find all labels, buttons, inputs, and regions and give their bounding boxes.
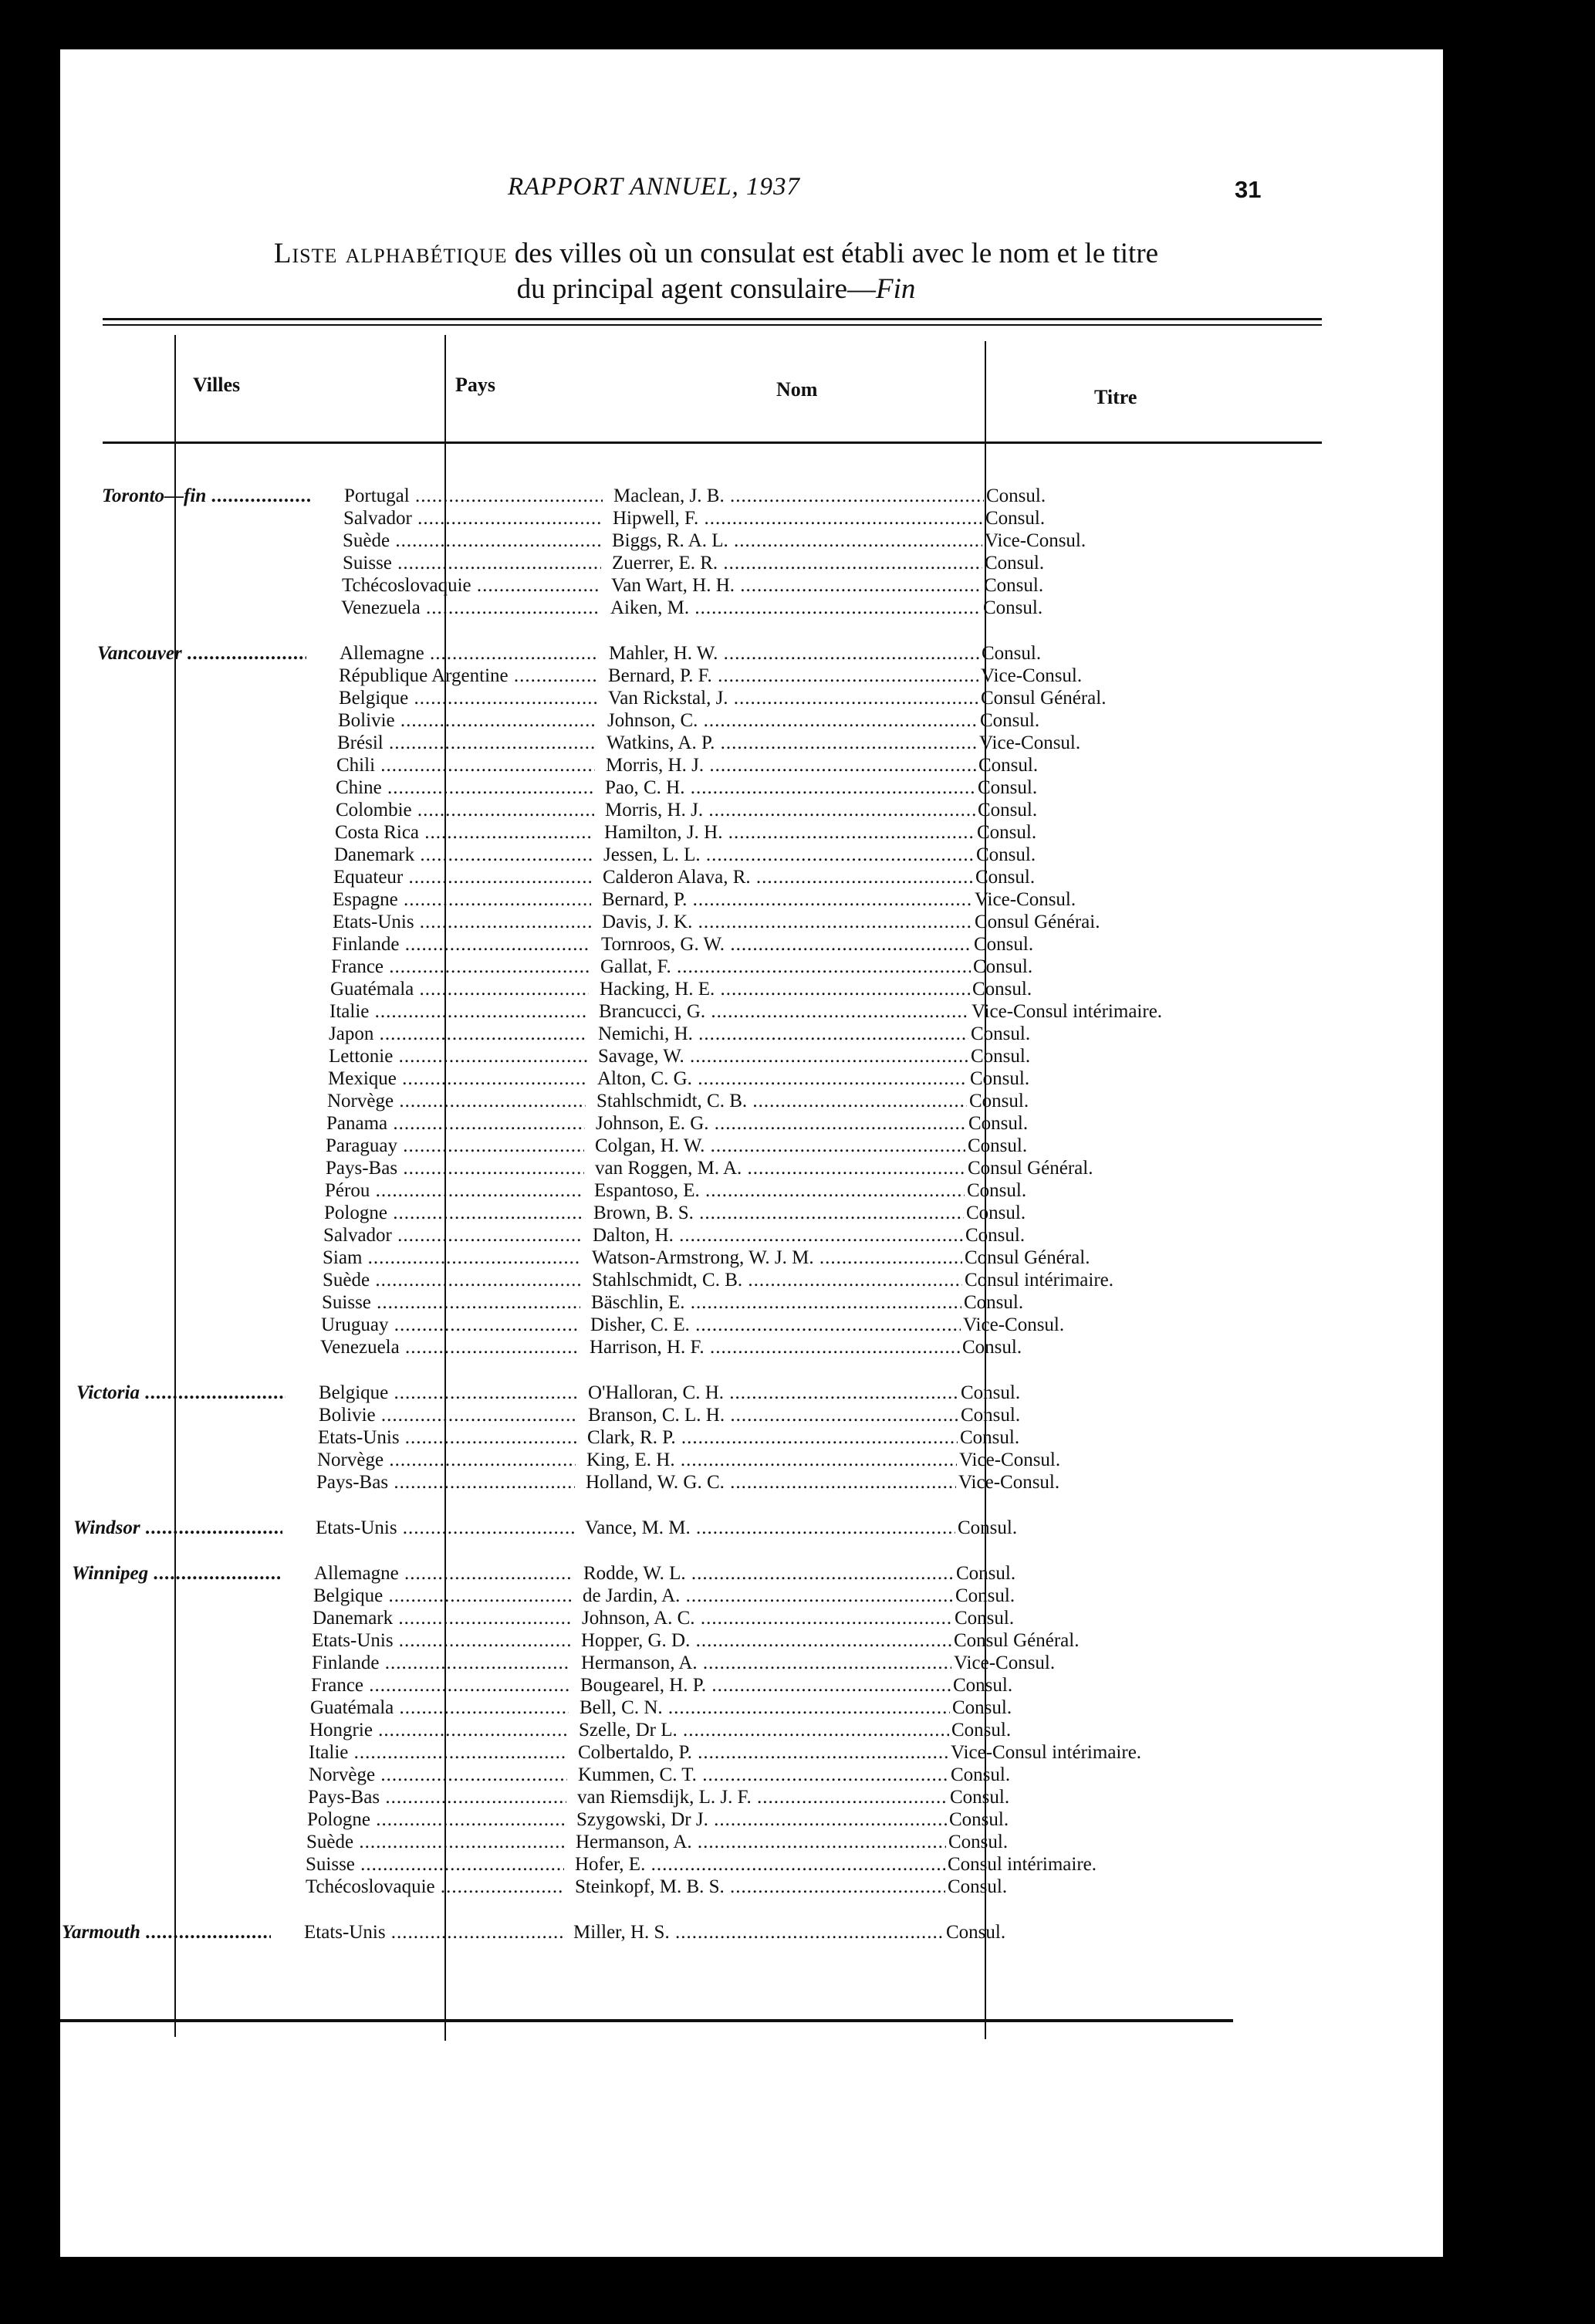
- cell-titre: Consul.: [977, 822, 1037, 843]
- cell-nom: Holland, W. G. C. .....: [586, 1471, 956, 1494]
- table-row: [60, 911, 1443, 933]
- cell-nom: King, E. H. .....: [586, 1449, 957, 1471]
- cell-pays: Belgique .....: [339, 687, 597, 709]
- cell-titre: Consul.: [951, 1764, 1011, 1785]
- cell-nom: Harrison, H. F. .....: [590, 1336, 960, 1358]
- cell-titre: Vice-Consul.: [979, 732, 1081, 753]
- cell-pays: Etats-Unis .....: [304, 1921, 563, 1943]
- bottom-rule: [60, 2019, 1233, 2022]
- table-row: [60, 1090, 1443, 1112]
- running-title: RAPPORT ANNUEL, 1937: [508, 173, 801, 201]
- top-rule-2: [103, 324, 1322, 326]
- cell-nom: de Jardin, A. .....: [583, 1585, 953, 1607]
- cell-titre: Consul.: [968, 1113, 1029, 1134]
- cell-pays: Guatémala .....: [310, 1696, 569, 1719]
- cell-nom: Dalton, H. .....: [593, 1224, 963, 1247]
- cell-titre: Consul.: [982, 643, 1042, 664]
- column-header-nom: Nom: [776, 378, 818, 401]
- table-row: [60, 956, 1443, 978]
- cell-titre: Consul.: [953, 1675, 1013, 1696]
- cell-nom: Szelle, Dr L. .....: [579, 1719, 949, 1741]
- cell-pays: Italie .....: [329, 1000, 588, 1023]
- cell-titre: Vice-Consul.: [959, 1450, 1061, 1470]
- cell-nom: Bougearel, H. P. .....: [580, 1674, 951, 1696]
- cell-nom: Disher, C. E. .....: [590, 1314, 961, 1336]
- table-row: [60, 1696, 1443, 1719]
- cell-nom: Branson, C. L. H. .....: [588, 1404, 958, 1426]
- cell-nom: van Roggen, M. A. .....: [595, 1157, 965, 1179]
- cell-nom: Colgan, H. W. .....: [595, 1135, 965, 1157]
- table-row: [60, 1471, 1443, 1494]
- table-row: [60, 1202, 1443, 1224]
- cell-titre: Consul.: [950, 1787, 1010, 1808]
- table-row: [60, 1157, 1443, 1179]
- cell-pays: Finlande .....: [312, 1652, 570, 1674]
- cell-pays: Pologne .....: [307, 1808, 566, 1831]
- cell-pays: Bolivie .....: [338, 709, 596, 732]
- cell-titre: Consul.: [967, 1180, 1027, 1201]
- table-row: [60, 821, 1443, 844]
- table-row: [60, 1426, 1443, 1449]
- cell-nom: Morris, H. J. .....: [606, 754, 976, 776]
- cell-nom: Gallat, F. .....: [600, 956, 971, 978]
- table-row: [60, 1135, 1443, 1157]
- table-row: [60, 1562, 1443, 1585]
- cell-nom: Bäschlin, E. .....: [591, 1291, 961, 1314]
- cell-nom: Stahlschmidt, C. B. .....: [592, 1269, 962, 1291]
- cell-pays: Bolivie .....: [319, 1404, 577, 1426]
- cell-titre: Consul.: [978, 755, 1039, 776]
- table-row: [60, 1023, 1443, 1045]
- cell-pays: Suède .....: [323, 1269, 581, 1291]
- cell-titre: Vice-Consul.: [958, 1472, 1060, 1493]
- cell-pays: Italie .....: [309, 1741, 567, 1764]
- cell-titre: Consul.: [956, 1563, 1016, 1584]
- cell-pays: Suisse .....: [322, 1291, 580, 1314]
- cell-pays: Belgique .....: [313, 1585, 572, 1607]
- cell-nom: Rodde, W. L. .....: [583, 1562, 954, 1585]
- cell-pays: Espagne .....: [333, 888, 591, 911]
- table-row: [60, 754, 1443, 776]
- cell-titre: Consul Général.: [981, 688, 1107, 709]
- cell-titre: Consul.: [985, 553, 1045, 573]
- cell-nom: Johnson, E. G. .....: [596, 1112, 966, 1135]
- cell-pays: Equateur .....: [333, 866, 592, 888]
- cell-city: Vancouver .....: [97, 642, 306, 665]
- cell-titre: Consul.: [949, 1809, 1009, 1830]
- cell-titre: Consul.: [961, 1405, 1021, 1426]
- table-row: [60, 1269, 1443, 1291]
- cell-titre: Consul.: [960, 1427, 1020, 1448]
- cell-pays: Costa Rica .....: [335, 821, 593, 844]
- cell-titre: Consul.: [946, 1922, 1006, 1943]
- page-header: [60, 173, 1443, 219]
- table-row: [60, 978, 1443, 1000]
- cell-nom: van Riemsdijk, L. J. F. .....: [577, 1786, 948, 1808]
- cell-pays: Paraguay .....: [326, 1135, 584, 1157]
- cell-pays: Portugal .....: [344, 485, 603, 507]
- cell-titre: Consul.: [964, 1292, 1024, 1313]
- cell-nom: Mahler, H. W. .....: [609, 642, 979, 665]
- cell-nom: Pao, C. H. .....: [605, 776, 975, 799]
- table-row: [60, 1291, 1443, 1314]
- cell-nom: O'Halloran, C. H. .....: [588, 1382, 958, 1404]
- cell-pays: Chine .....: [336, 776, 594, 799]
- cell-pays: Suisse .....: [343, 552, 601, 574]
- cell-nom: Hacking, H. E. .....: [600, 978, 970, 1000]
- title-lead: Liste alphabétique: [273, 238, 508, 269]
- cell-titre: Consul intérimaire.: [965, 1270, 1114, 1291]
- cell-titre: Consul Général.: [968, 1158, 1093, 1179]
- cell-pays: Guatémala .....: [330, 978, 589, 1000]
- cell-nom: Bell, C. N. .....: [580, 1696, 950, 1719]
- cell-nom: Clark, R. P. .....: [587, 1426, 958, 1449]
- cell-nom: Hermanson, A. .....: [581, 1652, 951, 1674]
- cell-pays: Etats-Unis .....: [312, 1629, 570, 1652]
- table-row: [60, 529, 1443, 552]
- cell-nom: Alton, C. G. .....: [597, 1067, 968, 1090]
- table-row: [60, 1224, 1443, 1247]
- cell-nom: Stahlschmidt, C. B. .....: [596, 1090, 967, 1112]
- cell-nom: Bernard, P. .....: [602, 888, 972, 911]
- table-row: [60, 1000, 1443, 1023]
- page-number: 31: [1235, 176, 1262, 203]
- column-header-pays: Pays: [455, 374, 495, 396]
- cell-titre: Consul.: [972, 979, 1032, 1000]
- table-row: [60, 1404, 1443, 1426]
- cell-titre: Vice-Consul.: [954, 1653, 1056, 1673]
- cell-nom: Colbertaldo, P. .....: [578, 1741, 948, 1764]
- table-row: [60, 1921, 1443, 1943]
- cell-titre: Vice-Consul.: [985, 530, 1086, 551]
- cell-pays: Norvège .....: [309, 1764, 567, 1786]
- table-row: [60, 1314, 1443, 1336]
- cell-pays: Pays-Bas .....: [308, 1786, 566, 1808]
- cell-pays: Suisse .....: [306, 1853, 564, 1876]
- cell-titre: Consul.: [973, 956, 1033, 977]
- cell-titre: Consul.: [970, 1068, 1030, 1089]
- table-row: [60, 1764, 1443, 1786]
- table-row: [60, 642, 1443, 665]
- cell-pays: Etats-Unis .....: [316, 1517, 574, 1539]
- cell-titre: Consul.: [948, 1876, 1008, 1897]
- cell-titre: Consul.: [975, 867, 1036, 888]
- table-row: [60, 1652, 1443, 1674]
- cell-pays: Mexique .....: [328, 1067, 586, 1090]
- cell-pays: Danemark .....: [313, 1607, 571, 1629]
- cell-titre: Consul.: [980, 710, 1040, 731]
- header-rule: [103, 441, 1322, 444]
- cell-titre: Vice-Consul.: [963, 1314, 1065, 1335]
- table-row: [60, 1607, 1443, 1629]
- cell-titre: Consul.: [978, 800, 1038, 820]
- table-row: [60, 485, 1443, 507]
- cell-nom: Kummen, C. T. .....: [578, 1764, 948, 1786]
- cell-titre: Consul.: [986, 485, 1046, 506]
- cell-city: Windsor .....: [73, 1517, 282, 1539]
- cell-titre: Consul.: [985, 508, 1046, 529]
- table-row: [60, 1067, 1443, 1090]
- cell-pays: Venezuela .....: [341, 597, 600, 619]
- cell-pays: Tchécoslovaquie .....: [342, 574, 600, 597]
- title-line-2-text: du principal agent consulaire—: [516, 273, 877, 305]
- cell-nom: Jessen, L. L. .....: [603, 844, 974, 866]
- cell-nom: Johnson, A. C. .....: [582, 1607, 952, 1629]
- cell-nom: Szygowski, Dr J. .....: [576, 1808, 947, 1831]
- cell-titre: Consul.: [983, 597, 1043, 618]
- cell-nom: Steinkopf, M. B. S. .....: [575, 1876, 945, 1898]
- cell-nom: Aiken, M. .....: [610, 597, 981, 619]
- table-row: [60, 1876, 1443, 1898]
- table-row: [60, 1585, 1443, 1607]
- cell-city: Toronto—fin .....: [102, 485, 311, 507]
- table-row: [60, 799, 1443, 821]
- cell-nom: Biggs, R. A. L. .....: [612, 529, 982, 552]
- table-row: [60, 1112, 1443, 1135]
- cell-titre: Consul.: [965, 1225, 1026, 1246]
- cell-titre: Consul.: [955, 1585, 1015, 1606]
- table-row: [60, 1831, 1443, 1853]
- cell-titre: Consul.: [955, 1608, 1015, 1629]
- cell-nom: Bernard, P. F. .....: [608, 665, 978, 687]
- title-line-2: [91, 272, 1341, 307]
- table-row: [60, 552, 1443, 574]
- cell-nom: Johnson, C. .....: [607, 709, 978, 732]
- cell-pays: Lettonie .....: [329, 1045, 587, 1067]
- cell-pays: Norvège .....: [317, 1449, 576, 1471]
- cell-titre: Consul.: [976, 844, 1036, 865]
- cell-city: Victoria .....: [76, 1382, 286, 1404]
- cell-pays: France .....: [331, 956, 590, 978]
- table-row: [60, 776, 1443, 799]
- cell-titre: Consul.: [952, 1697, 1012, 1718]
- table-row: [60, 1517, 1443, 1539]
- table-row: [60, 709, 1443, 732]
- cell-titre: Consul.: [974, 934, 1034, 955]
- cell-titre: Consul intérimaire.: [948, 1854, 1097, 1875]
- cell-nom: Calderon Alava, R. .....: [603, 866, 973, 888]
- cell-pays: Venezuela .....: [320, 1336, 579, 1358]
- table-row: [60, 1808, 1443, 1831]
- cell-nom: Davis, J. K. .....: [602, 911, 972, 933]
- cell-pays: Etats-Unis .....: [318, 1426, 576, 1449]
- cell-titre: Consul.: [948, 1832, 1009, 1852]
- table-row: [60, 1629, 1443, 1652]
- table-row: [60, 1853, 1443, 1876]
- cell-nom: Hofer, E. .....: [575, 1853, 945, 1876]
- cell-nom: Maclean, J. B. .....: [613, 485, 984, 507]
- cell-pays: Norvège .....: [327, 1090, 586, 1112]
- cell-pays: Pays-Bas .....: [316, 1471, 575, 1494]
- cell-pays: Finlande .....: [332, 933, 590, 956]
- cell-titre: Consul.: [969, 1091, 1029, 1111]
- cell-titre: Vice-Consul intérimaire.: [972, 1001, 1163, 1022]
- table-row: [60, 1449, 1443, 1471]
- table-row: [60, 1786, 1443, 1808]
- title-line-1: [91, 236, 1341, 272]
- cell-nom: Savage, W. .....: [598, 1045, 968, 1067]
- cell-titre: Vice-Consul intérimaire.: [951, 1742, 1142, 1763]
- table-row: [60, 933, 1443, 956]
- table-row: [60, 888, 1443, 911]
- cell-nom: Miller, H. S. .....: [573, 1921, 944, 1943]
- cell-nom: Tornroos, G. W. .....: [601, 933, 972, 956]
- column-header-titre: Titre: [1094, 386, 1137, 408]
- cell-pays: Uruguay .....: [321, 1314, 580, 1336]
- cell-titre: Consul.: [951, 1720, 1012, 1740]
- cell-nom: Morris, H. J. .....: [605, 799, 975, 821]
- cell-nom: Zuerrer, E. R. .....: [612, 552, 982, 574]
- cell-nom: Espantoso, E. .....: [594, 1179, 965, 1202]
- cell-pays: Siam .....: [323, 1247, 581, 1269]
- column-header-villes: Villes: [193, 374, 241, 396]
- title-line-1-rest: des villes où un consulat est établi avec le nom et le titre: [514, 238, 1159, 269]
- cell-pays: Hongrie .....: [309, 1719, 568, 1741]
- cell-titre: Vice-Consul.: [981, 665, 1083, 686]
- table-row: [60, 866, 1443, 888]
- cell-city: Winnipeg .....: [72, 1562, 281, 1585]
- cell-pays: Belgique .....: [319, 1382, 577, 1404]
- cell-nom: Vance, M. M. .....: [585, 1517, 955, 1539]
- cell-pays: Danemark .....: [334, 844, 593, 866]
- cell-nom: Brown, B. S. .....: [593, 1202, 964, 1224]
- table-row: [60, 574, 1443, 597]
- cell-pays: Colombie .....: [336, 799, 594, 821]
- cell-nom: Hopper, G. D. .....: [581, 1629, 951, 1652]
- cell-titre: Consul.: [961, 1382, 1021, 1403]
- cell-pays: République Argentine .....: [339, 665, 597, 687]
- cell-nom: Brancucci, G. .....: [599, 1000, 969, 1023]
- table-title: [91, 236, 1341, 307]
- table-row: [60, 1382, 1443, 1404]
- table-row: [60, 1045, 1443, 1067]
- cell-pays: Brésil .....: [337, 732, 596, 754]
- table-row: [60, 732, 1443, 754]
- cell-nom: Hamilton, J. H. .....: [604, 821, 975, 844]
- cell-nom: Van Rickstal, J. .....: [608, 687, 978, 709]
- table-row: [60, 1674, 1443, 1696]
- table-row: [60, 1336, 1443, 1358]
- cell-titre: Consul.: [971, 1046, 1031, 1067]
- table-row: [60, 507, 1443, 529]
- table-row: [60, 597, 1443, 619]
- table-row: [60, 1719, 1443, 1741]
- cell-pays: France .....: [311, 1674, 569, 1696]
- cell-pays: Pays-Bas .....: [326, 1157, 584, 1179]
- cell-titre: Consul.: [968, 1135, 1028, 1156]
- cell-titre: Consul Général.: [954, 1630, 1080, 1651]
- cell-titre: Consul.: [966, 1203, 1026, 1223]
- cell-pays: Panama .....: [326, 1112, 585, 1135]
- cell-titre: Consul.: [984, 575, 1044, 596]
- table-row: [60, 844, 1443, 866]
- cell-pays: Allemagne .....: [340, 642, 598, 665]
- cell-titre: Consul.: [962, 1337, 1022, 1358]
- cell-nom: Hermanson, A. .....: [576, 1831, 946, 1853]
- cell-pays: Suède .....: [306, 1831, 565, 1853]
- cell-pays: Tchécoslovaquie .....: [306, 1876, 564, 1898]
- cell-nom: Watson-Armstrong, W. J. M. .....: [592, 1247, 962, 1269]
- cell-titre: Consul.: [978, 777, 1038, 798]
- cell-nom: Nemichi, H. .....: [598, 1023, 968, 1045]
- cell-pays: Salvador .....: [343, 507, 602, 529]
- table-row: [60, 1247, 1443, 1269]
- cell-titre: Consul Générai.: [975, 912, 1100, 932]
- cell-pays: Pérou .....: [325, 1179, 583, 1202]
- cell-pays: Allemagne .....: [314, 1562, 573, 1585]
- cell-pays: Salvador .....: [323, 1224, 582, 1247]
- cell-pays: Chili .....: [336, 754, 595, 776]
- cell-nom: Hipwell, F. .....: [613, 507, 983, 529]
- top-rule-1: [103, 318, 1322, 320]
- cell-titre: Consul.: [971, 1023, 1031, 1044]
- cell-nom: Watkins, A. P. .....: [607, 732, 977, 754]
- cell-nom: Van Wart, H. H. .....: [611, 574, 982, 597]
- table-row: [60, 687, 1443, 709]
- cell-titre: Vice-Consul.: [975, 889, 1076, 910]
- table-row: [60, 1179, 1443, 1202]
- cell-pays: Pologne .....: [324, 1202, 583, 1224]
- cell-titre: Consul.: [958, 1517, 1018, 1538]
- cell-city: Yarmouth .....: [62, 1921, 271, 1943]
- cell-titre: Consul Général.: [965, 1247, 1090, 1268]
- table-row: [60, 665, 1443, 687]
- cell-pays: Suède .....: [343, 529, 601, 552]
- table-row: [60, 1741, 1443, 1764]
- title-line-2-italic: Fin: [876, 273, 916, 305]
- document-page: [60, 49, 1443, 2257]
- cell-pays: Japon .....: [329, 1023, 587, 1045]
- cell-pays: Etats-Unis .....: [333, 911, 591, 933]
